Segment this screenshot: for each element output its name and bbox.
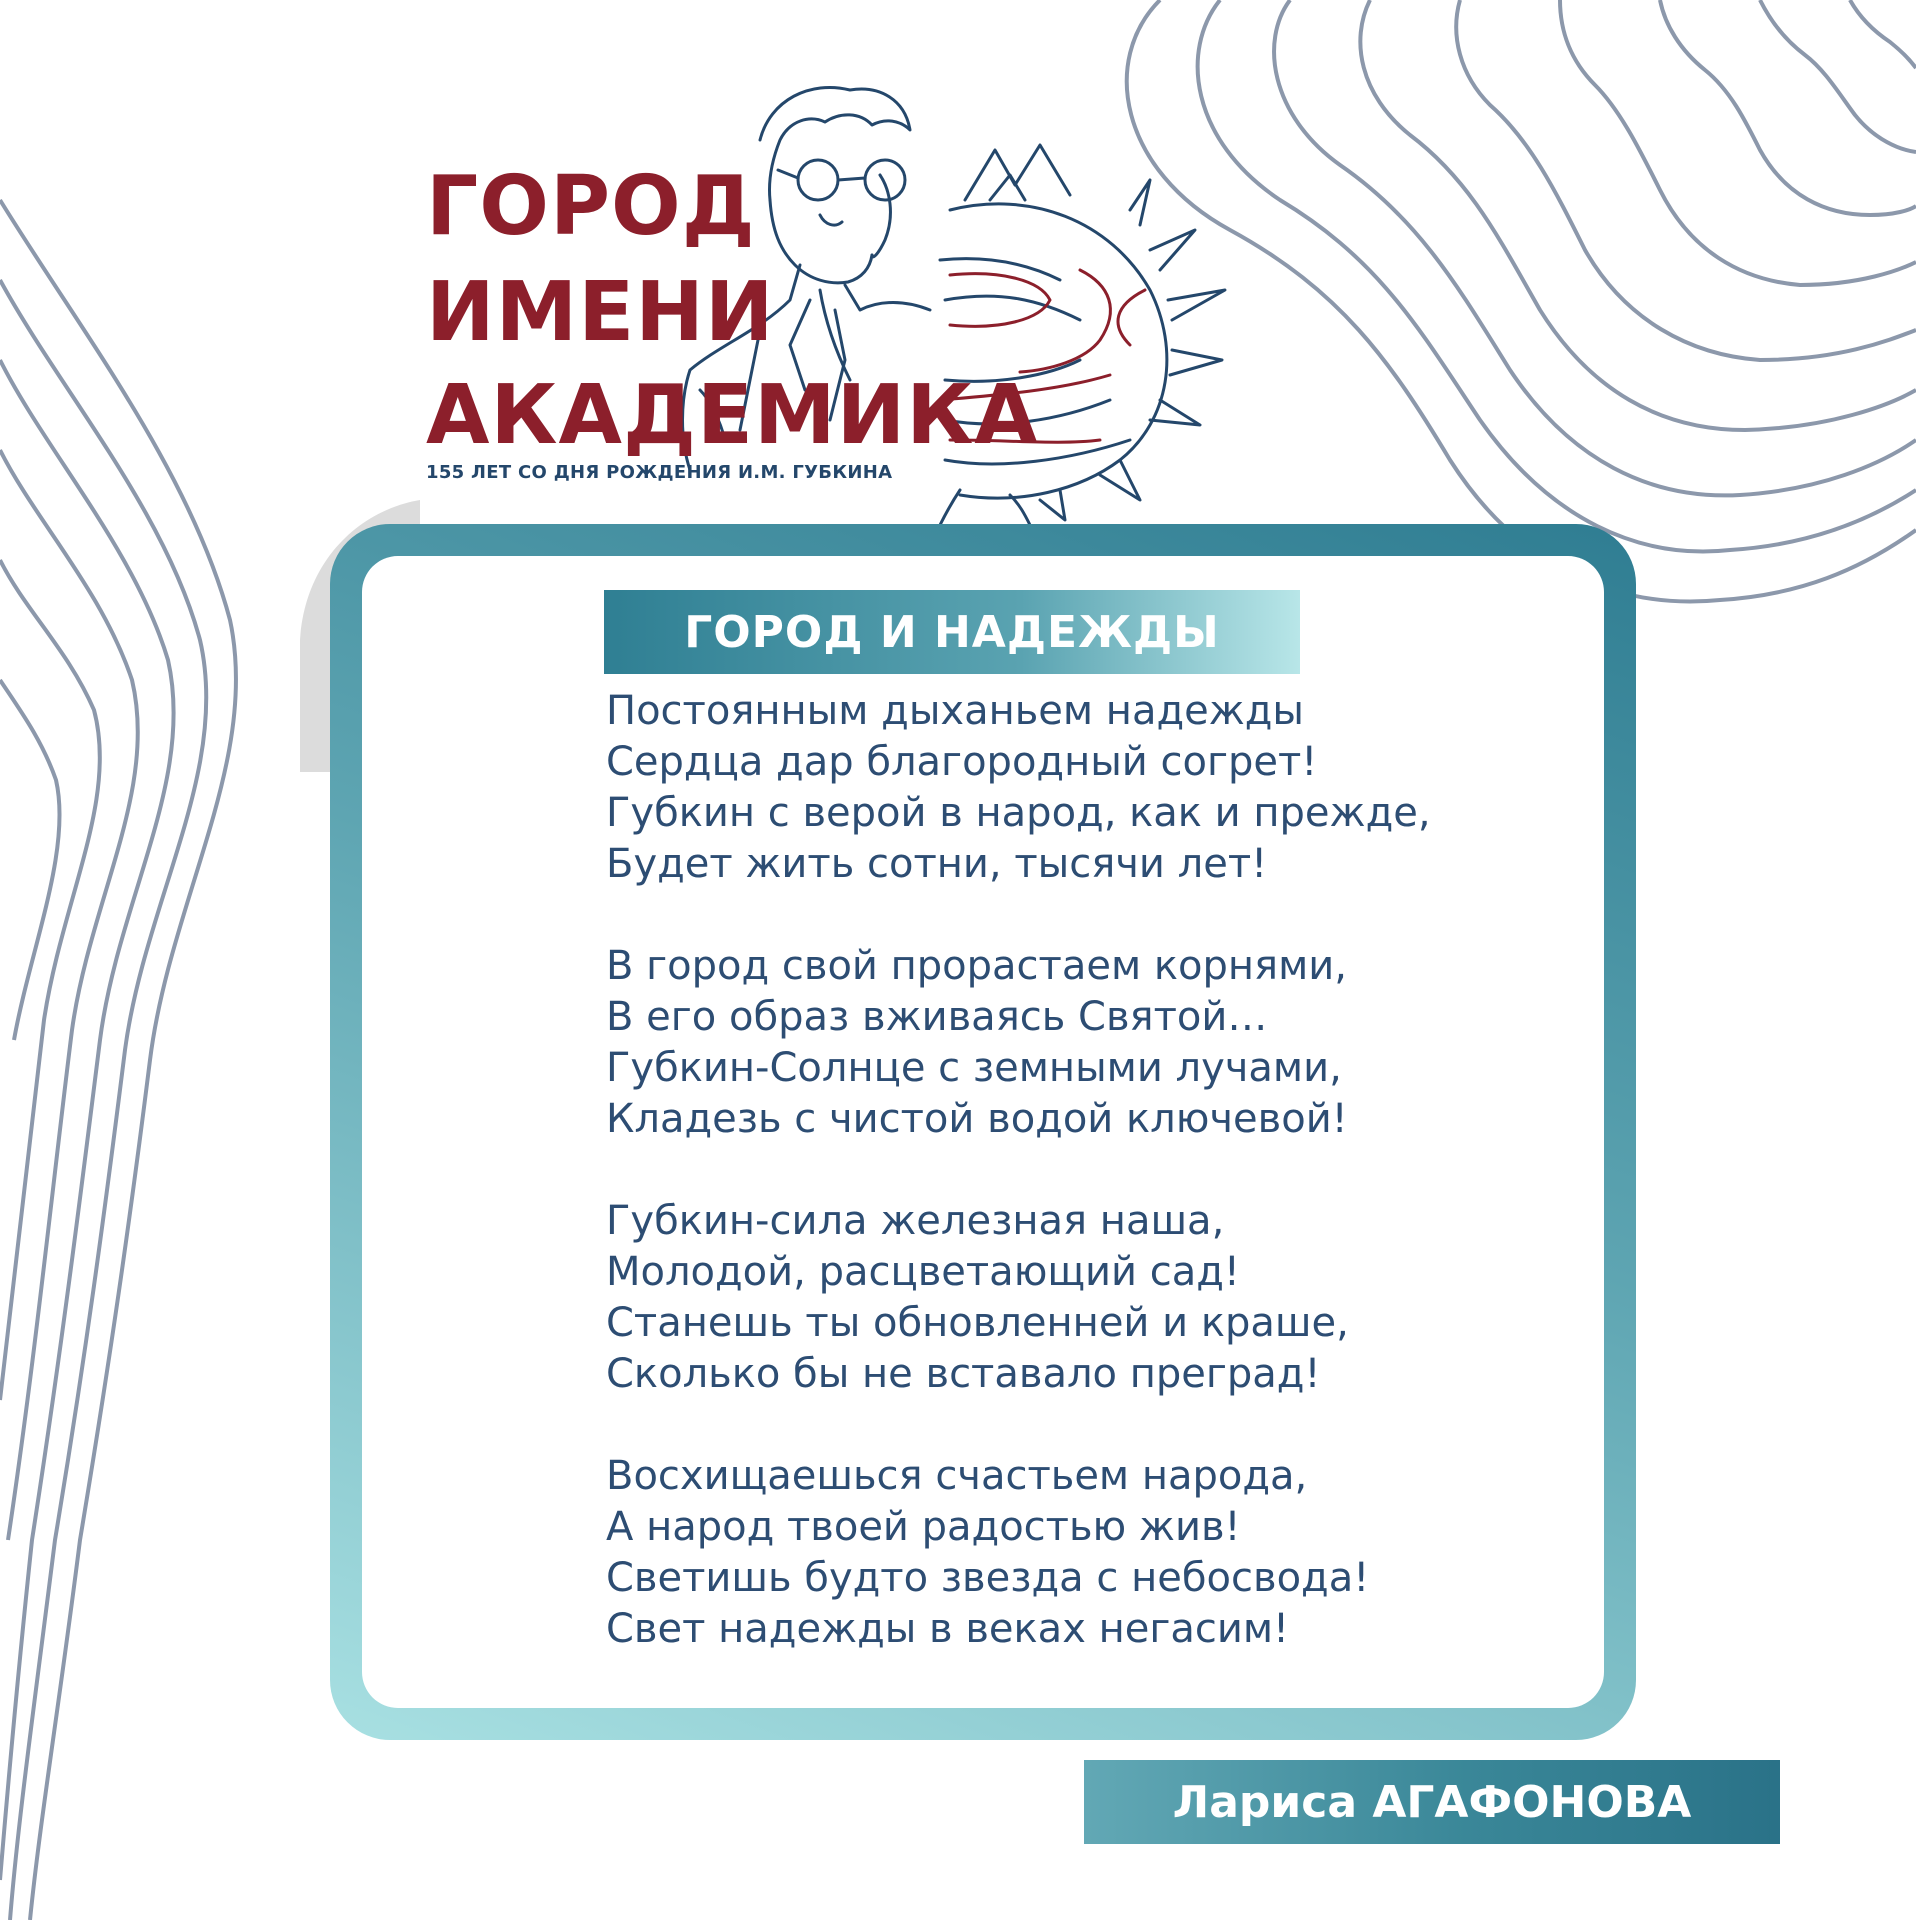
poem-line: В его образ вживаясь Святой…: [606, 994, 1268, 1040]
poem-line: В город свой прорастаем корнями,: [606, 943, 1347, 989]
author-name: Лариса АГАФОНОВА: [1172, 1776, 1692, 1828]
poem-line: Станешь ты обновленней и краше,: [606, 1300, 1349, 1346]
logo-subtitle: 155 ЛЕТ СО ДНЯ РОЖДЕНИЯ И.М. ГУБКИНА: [426, 462, 893, 483]
logo-title-line1: ГОРОД: [426, 159, 756, 254]
poem-line: Светишь будто звезда с небосвода!: [606, 1555, 1370, 1601]
stanza-2: [606, 941, 1506, 1145]
poem-line: Восхищаешься счастьем народа,: [606, 1453, 1308, 1499]
poem-text: [606, 686, 1506, 1655]
sun-mountain-sketch: [940, 145, 1225, 525]
poem-line: Свет надежды в веках негасим!: [606, 1606, 1290, 1652]
stanza-4: [606, 1451, 1506, 1655]
logo-title-line2: ИМЕНИ: [426, 265, 775, 360]
poem-title-banner: [604, 590, 1300, 674]
poem-title: ГОРОД И НАДЕЖДЫ: [684, 606, 1220, 658]
poem-line: Губкин с верой в народ, как и прежде,: [606, 790, 1431, 836]
poem-line: Постоянным дыханьем надежды: [606, 688, 1305, 734]
poem-line: Губкин-сила железная наша,: [606, 1198, 1225, 1244]
poem-line: Сердца дар благородный согрет!: [606, 739, 1318, 785]
left-contour-lines: [0, 200, 236, 1920]
stanza-1: [606, 686, 1506, 890]
poem-line: Кладезь с чистой водой ключевой!: [606, 1096, 1348, 1142]
poem-line: А народ твоей радостью жив!: [606, 1504, 1241, 1550]
poem-line: Губкин-Солнце с земными лучами,: [606, 1045, 1342, 1091]
author-banner: [1084, 1760, 1780, 1844]
logo-title-line3: АКАДЕМИКА: [426, 368, 1039, 463]
stanza-3: [606, 1196, 1506, 1400]
poem-line: Сколько бы не вставало преград!: [606, 1351, 1321, 1397]
right-contour-lines: [1127, 0, 1916, 601]
poem-line: Будет жить сотни, тысячи лет!: [606, 841, 1268, 887]
poem-line: Молодой, расцветающий сад!: [606, 1249, 1240, 1295]
